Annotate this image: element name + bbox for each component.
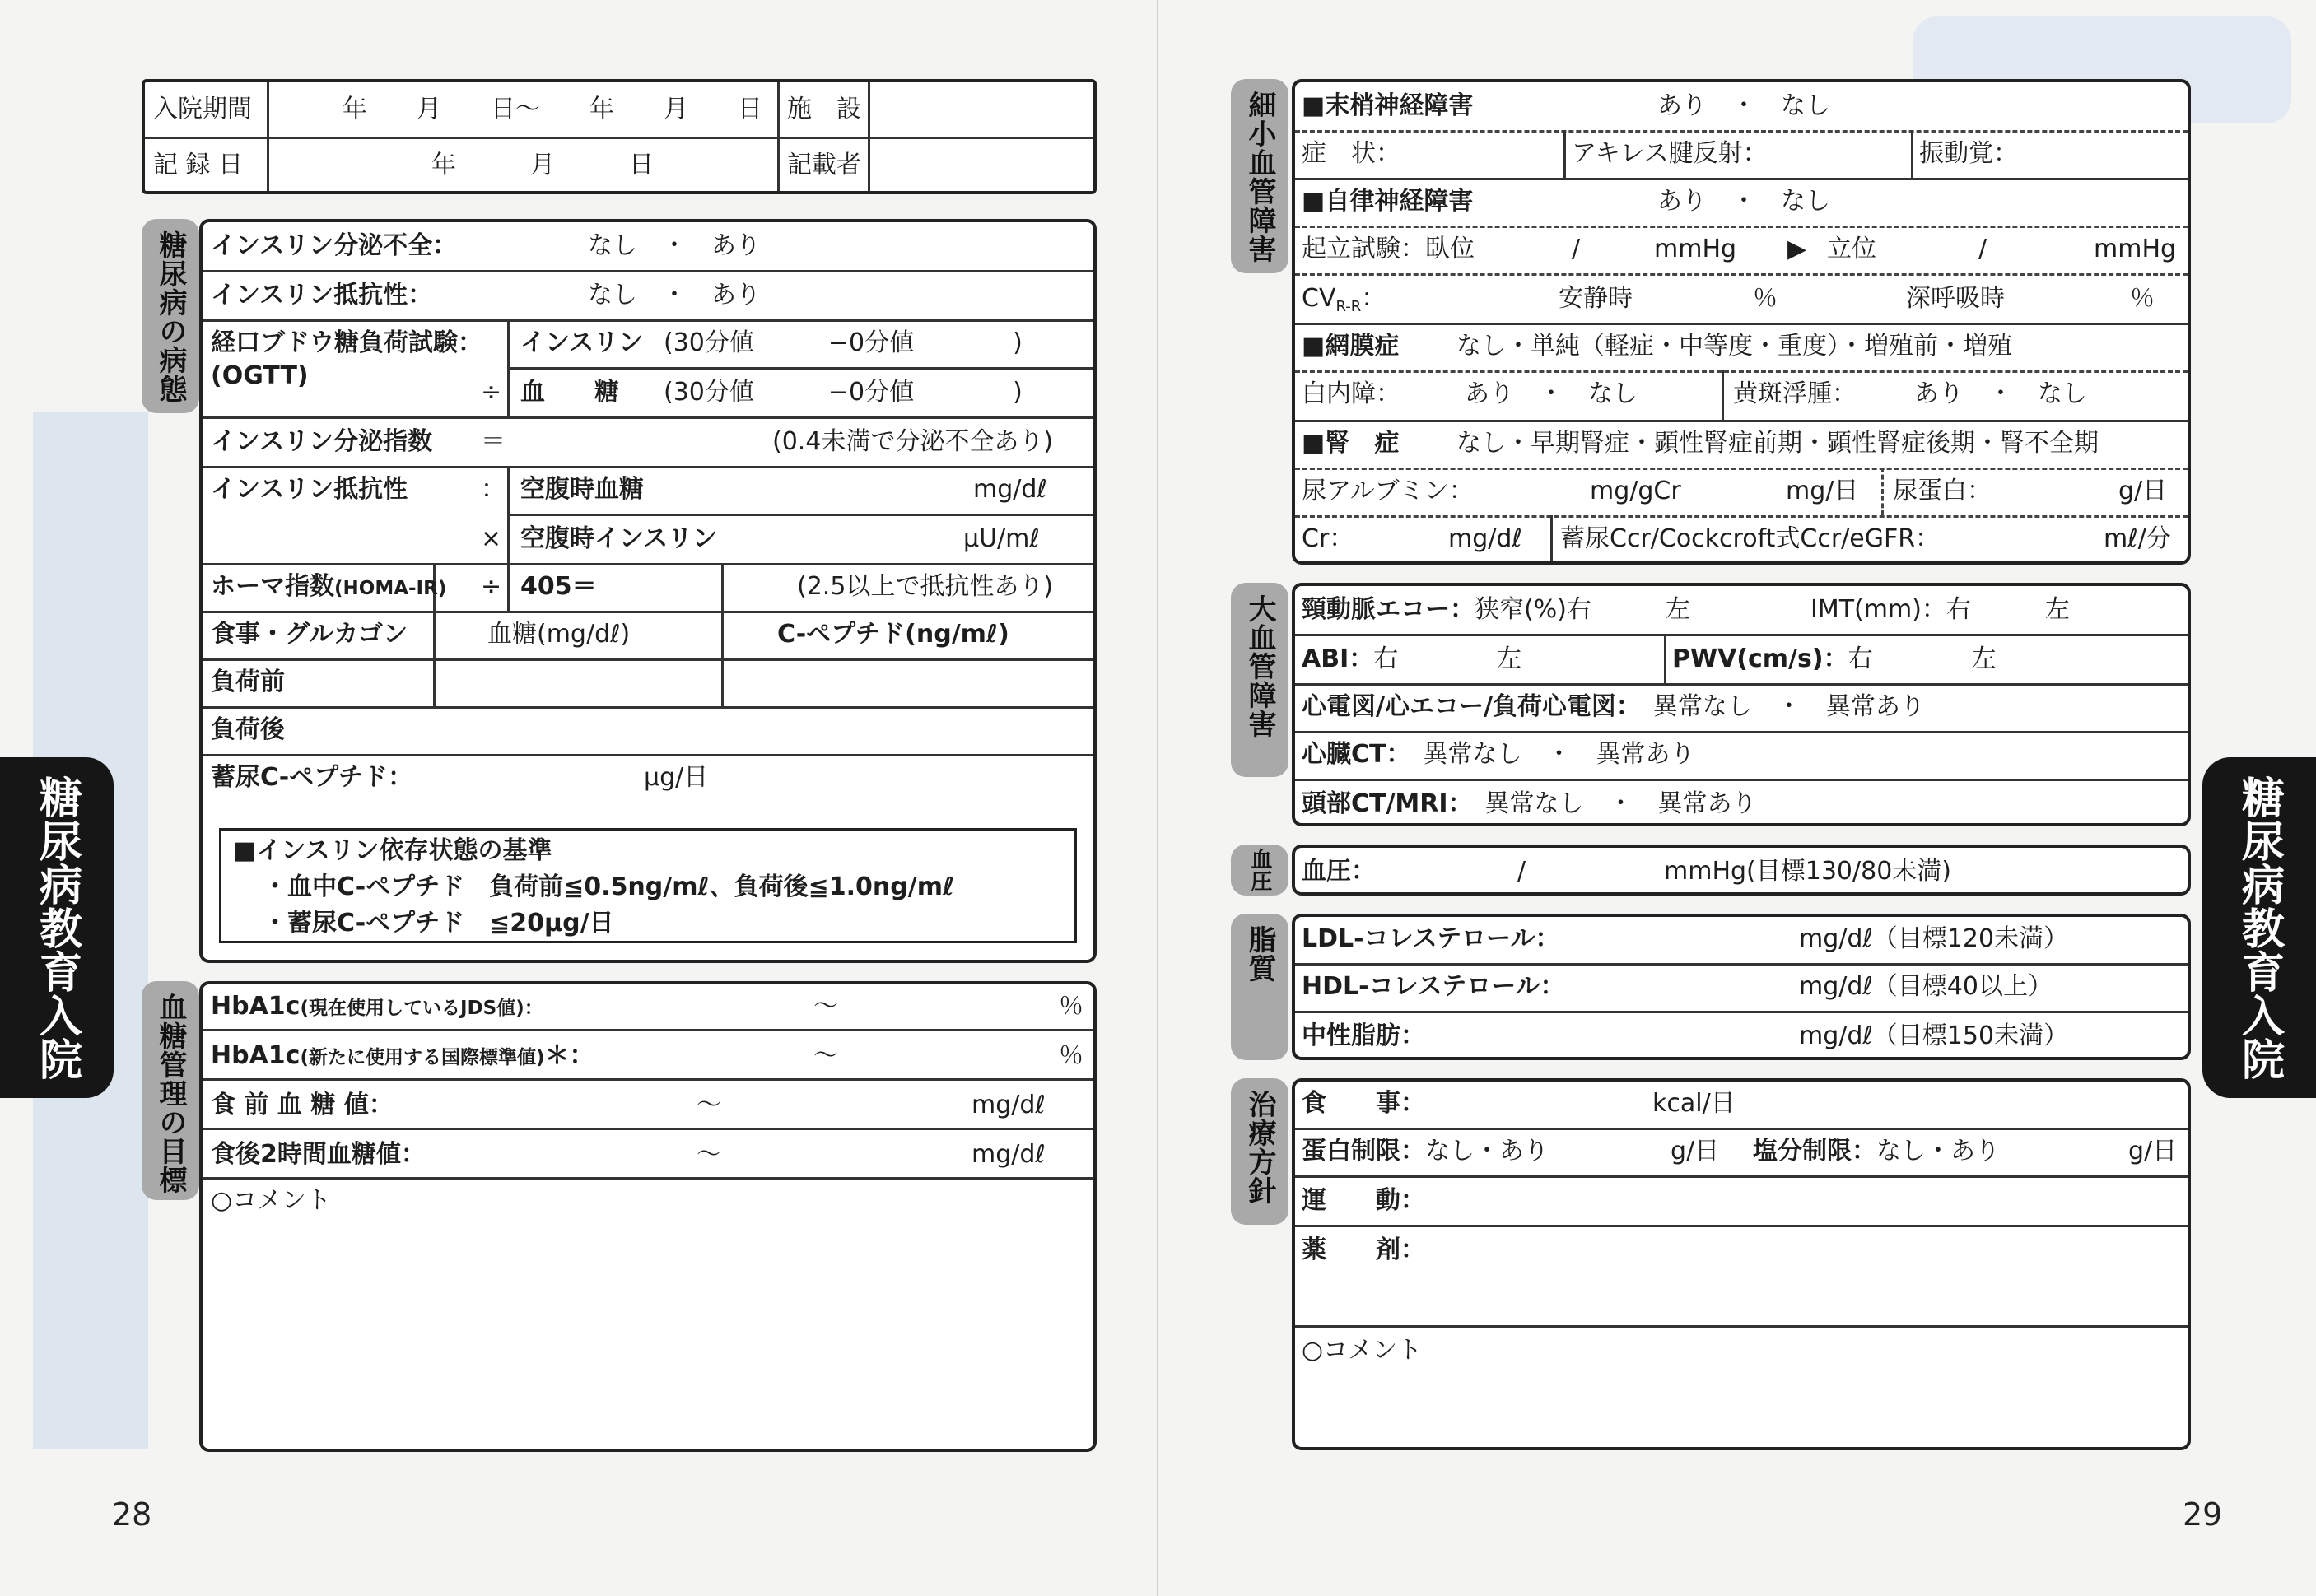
secretion-index-equals: ＝ (481, 427, 506, 456)
glucose-column-header: 血糖(mg/dℓ) (487, 620, 631, 649)
ogtt-glucose-label: 血 糖 (520, 378, 619, 407)
creatinine-label: Cr： (1302, 524, 1354, 553)
salt-restriction-field[interactable]: 塩分制限：なし・あり (1753, 1137, 2000, 1166)
before-load-label: 負荷前 (211, 668, 285, 696)
meal-glucagon-label: 食事・グルカゴン (211, 620, 408, 649)
protein-restriction-unit[interactable]: g/日 (1671, 1137, 1720, 1166)
orthostatic-test-label: 起立試験：臥位 (1302, 235, 1475, 263)
medication-label: 薬 剤： (1302, 1235, 1425, 1264)
fasting-insulin-unit[interactable]: μU/mℓ (963, 524, 1040, 553)
cv-rr-label: $CV_{R-R}$： (1302, 284, 1386, 315)
blood-pressure-side-label: 血圧 (1231, 845, 1288, 896)
triglyceride-target[interactable]: mg/dℓ（目標150未満） (1799, 1021, 2069, 1050)
treatment-comment-field[interactable]: ○コメント (1302, 1336, 1423, 1365)
retinopathy-label: ■網膜症 (1302, 332, 1400, 361)
insulin-resistance-2-label: インスリン抵抗性 (211, 475, 408, 504)
vibration-sense-label: 振動覚： (1919, 139, 2018, 168)
ogtt-insulin-label: インスリン (520, 328, 644, 357)
ogtt-divide-sign: ÷ (481, 378, 502, 407)
right-page (1158, 0, 2316, 1596)
facility-label: 施 設 (787, 95, 861, 123)
nephropathy-options[interactable]: なし・早期腎症・顕性腎症前期・顕性腎症後期・腎不全期 (1456, 429, 2099, 458)
insulin-resistance-label: インスリン抵抗性： (211, 281, 433, 309)
page-number-right: 29 (2183, 1496, 2223, 1533)
ccr-egfr-unit[interactable]: mℓ/分 (2104, 524, 2171, 553)
ogtt-sub-label: (OGTT) (211, 361, 309, 390)
ldl-target[interactable]: mg/dℓ（目標120未満） (1799, 924, 2069, 953)
criteria-title: ■インスリン依存状態の基準 (233, 836, 552, 865)
macular-edema-label: 黄斑浮腫： (1733, 379, 1857, 408)
treatment-side-label: 治療方針 (1231, 1078, 1288, 1225)
criteria-line-2: ・蓄尿C-ペプチド ≦20μg/日 (263, 909, 614, 938)
ldl-label: LDL-コレステロール： (1302, 924, 1560, 953)
macular-edema-options[interactable]: あり ・ なし (1914, 379, 2087, 408)
postprandial-goal-unit[interactable]: mg/dℓ (972, 1140, 1046, 1169)
heart-ct-field[interactable]: 心臓CT： 異常なし ・ 異常あり (1302, 740, 1695, 769)
recorder-label: 記載者 (787, 151, 861, 179)
insulin-resistance-options[interactable]: なし ・ あり (588, 281, 761, 309)
deep-breath-percent[interactable]: ％ (2130, 284, 2155, 313)
standing-label: 立位 (1827, 235, 1876, 263)
admission-header-box (142, 79, 1097, 194)
macrovascular-box (1292, 583, 2191, 826)
cpeptide-column-header: C-ペプチド(ng/mℓ) (777, 620, 1009, 649)
achilles-reflex-label: アキレス腱反射： (1572, 139, 1768, 168)
insulin-deficiency-label: インスリン分泌不全： (211, 231, 458, 260)
rest-percent[interactable]: ％ (1753, 284, 1778, 313)
deep-breath-label: 深呼吸時 (1906, 284, 2005, 313)
multiply-sign: × (481, 524, 502, 553)
fasting-goal-tilde: ～ (697, 1091, 721, 1119)
urine-cpeptide-unit[interactable]: μg/日 (644, 763, 709, 792)
insulin-dependence-criteria-box (219, 828, 1077, 943)
admission-period-value[interactable]: 年 月 日～ 年 月 日 (343, 95, 762, 123)
macrovascular-side-label: 大血管障害 (1231, 583, 1288, 777)
secretion-index-label: インスリン分泌指数 (211, 427, 433, 456)
glycemic-comment-field[interactable]: ○コメント (211, 1186, 332, 1215)
postprandial-goal-label: 食後2時間血糖値： (211, 1140, 426, 1169)
blood-pressure-box (1292, 845, 2191, 896)
urine-albumin-unit-2[interactable]: mg/日 (1786, 477, 1859, 505)
triglyceride-label: 中性脂肪： (1302, 1021, 1425, 1050)
section-tab-left: 糖尿病教育入院 (0, 757, 114, 1098)
homa-label: ホーマ指数(HOMA-IR) (211, 572, 447, 601)
blood-pressure-target[interactable]: mmHg(目標130/80未満) (1664, 857, 1951, 886)
lipid-side-label: 脂質 (1231, 914, 1288, 1060)
retinopathy-options[interactable]: なし・単純（軽症・中等度・重度）・増殖前・増殖 (1456, 332, 2012, 361)
fasting-glucose-label: 空腹時血糖 (520, 475, 644, 504)
microvascular-side-label: 細小血管障害 (1231, 79, 1288, 273)
ogtt-insulin-value[interactable]: (30分値 −0分値 ) (664, 328, 1023, 357)
record-date-value[interactable]: 年 月 日 (431, 151, 654, 179)
diet-label: 食 事： (1302, 1089, 1425, 1118)
hba1c-intl-percent[interactable]: ％ (1059, 1041, 1083, 1070)
symptom-label: 症 状： (1302, 139, 1400, 168)
autonomic-neuropathy-label: ■自律神経障害 (1302, 187, 1474, 216)
abi-field[interactable]: ABI：右 左 (1302, 644, 1522, 673)
cataract-options[interactable]: あり ・ なし (1465, 379, 1638, 408)
hba1c-intl-label: HbA1c(新たに使用する国際標準値)＊： (211, 1041, 594, 1070)
diet-unit[interactable]: kcal/日 (1652, 1089, 1736, 1118)
urine-albumin-label: 尿アルブミン： (1302, 477, 1474, 505)
criteria-line-1: ・血中C-ペプチド 負荷前≦0.5ng/mℓ、負荷後≦1.0ng/mℓ (263, 872, 955, 901)
neuropathy-label: ■末梢神経障害 (1302, 91, 1474, 120)
hba1c-jds-percent[interactable]: ％ (1059, 992, 1083, 1021)
pathology-side-label: 糖尿病の病態 (142, 219, 199, 413)
ecg-field[interactable]: 心電図/心エコー/負荷心電図： 異常なし ・ 異常あり (1302, 692, 1925, 721)
exercise-label: 運 動： (1302, 1186, 1425, 1215)
supine-unit[interactable]: mmHg (1654, 235, 1737, 263)
standing-slash: / (1978, 235, 1987, 263)
postprandial-goal-tilde: ～ (697, 1140, 721, 1169)
insulin-resistance-2-colon: ： (481, 475, 506, 504)
urine-cpeptide-label: 蓄尿C-ペプチド： (211, 763, 413, 792)
section-tab-right: 糖尿病教育入院 (2202, 757, 2316, 1098)
fasting-goal-unit[interactable]: mg/dℓ (972, 1091, 1046, 1119)
glycemic-goal-side-label: 血糖管理の目標 (142, 981, 199, 1200)
standing-unit[interactable]: mmHg (2094, 235, 2177, 263)
fasting-glucose-unit[interactable]: mg/dℓ (973, 475, 1047, 504)
homa-value[interactable]: 405＝ (520, 572, 597, 601)
glycemic-goal-box (199, 981, 1097, 1452)
salt-restriction-unit[interactable]: g/日 (2128, 1137, 2178, 1166)
microvascular-box (1292, 79, 2191, 565)
head-ct-mri-field[interactable]: 頭部CT/MRI： 異常なし ・ 異常あり (1302, 789, 1757, 818)
hba1c-jds-tilde: ～ (813, 992, 838, 1021)
secretion-index-note: (0.4未満で分泌不全あり) (772, 427, 1054, 456)
fasting-insulin-label: 空腹時インスリン (520, 524, 718, 553)
blood-pressure-label: 血圧： (1302, 857, 1376, 886)
hba1c-intl-tilde: ～ (813, 1041, 838, 1070)
urine-protein-unit[interactable]: g/日 (2118, 477, 2168, 505)
urine-albumin-unit[interactable]: mg/gCr (1590, 477, 1681, 505)
lipid-box (1292, 914, 2191, 1060)
carotid-echo-label: 頸動脈エコー：狭窄(%)右 左 (1302, 595, 1690, 624)
record-date-label: 記 録 日 (153, 151, 244, 179)
arrow-icon: ▶ (1787, 235, 1807, 263)
page-number-left: 28 (112, 1496, 152, 1533)
ccr-egfr-label: 蓄尿Ccr/Cockcroft式Ccr/eGFR： (1560, 524, 1941, 553)
blood-pressure-slash: / (1517, 857, 1526, 886)
insulin-deficiency-options[interactable]: なし ・ あり (588, 231, 761, 260)
hba1c-jds-label: HbA1c(現在使用しているJDS値)： (211, 992, 543, 1021)
homa-divide-sign: ÷ (481, 572, 502, 601)
ogtt-label: 経口ブドウ糖負荷試験： (211, 328, 482, 357)
rest-label: 安静時 (1559, 284, 1633, 313)
nephropathy-label: ■腎 症 (1302, 429, 1400, 458)
fasting-glucose-goal-label: 食 前 血 糖 値： (211, 1091, 394, 1119)
hdl-label: HDL-コレステロール： (1302, 972, 1565, 1001)
neuropathy-options[interactable]: あり ・ なし (1657, 91, 1830, 120)
protein-restriction-field[interactable]: 蛋白制限：なし・あり (1302, 1137, 1549, 1166)
cataract-label: 白内障： (1302, 379, 1400, 408)
after-load-label: 負荷後 (211, 715, 285, 744)
autonomic-options[interactable]: あり ・ なし (1657, 187, 1830, 216)
ogtt-glucose-value[interactable]: (30分値 −0分値 ) (664, 378, 1023, 407)
admission-period-label: 入院期間 (153, 95, 252, 123)
imt-field[interactable]: IMT(mm)：右 左 (1810, 595, 2070, 624)
pwv-field[interactable]: PWV(cm/s)：右 左 (1672, 644, 1997, 673)
hdl-target[interactable]: mg/dℓ（目標40以上） (1799, 972, 2053, 1001)
treatment-box (1292, 1078, 2191, 1450)
homa-note: (2.5以上で抵抗性あり) (797, 572, 1054, 601)
pathology-box (199, 219, 1097, 963)
creatinine-unit[interactable]: mg/dℓ (1448, 524, 1522, 553)
urine-protein-label: 尿蛋白： (1893, 477, 1992, 505)
supine-slash: / (1572, 235, 1581, 263)
